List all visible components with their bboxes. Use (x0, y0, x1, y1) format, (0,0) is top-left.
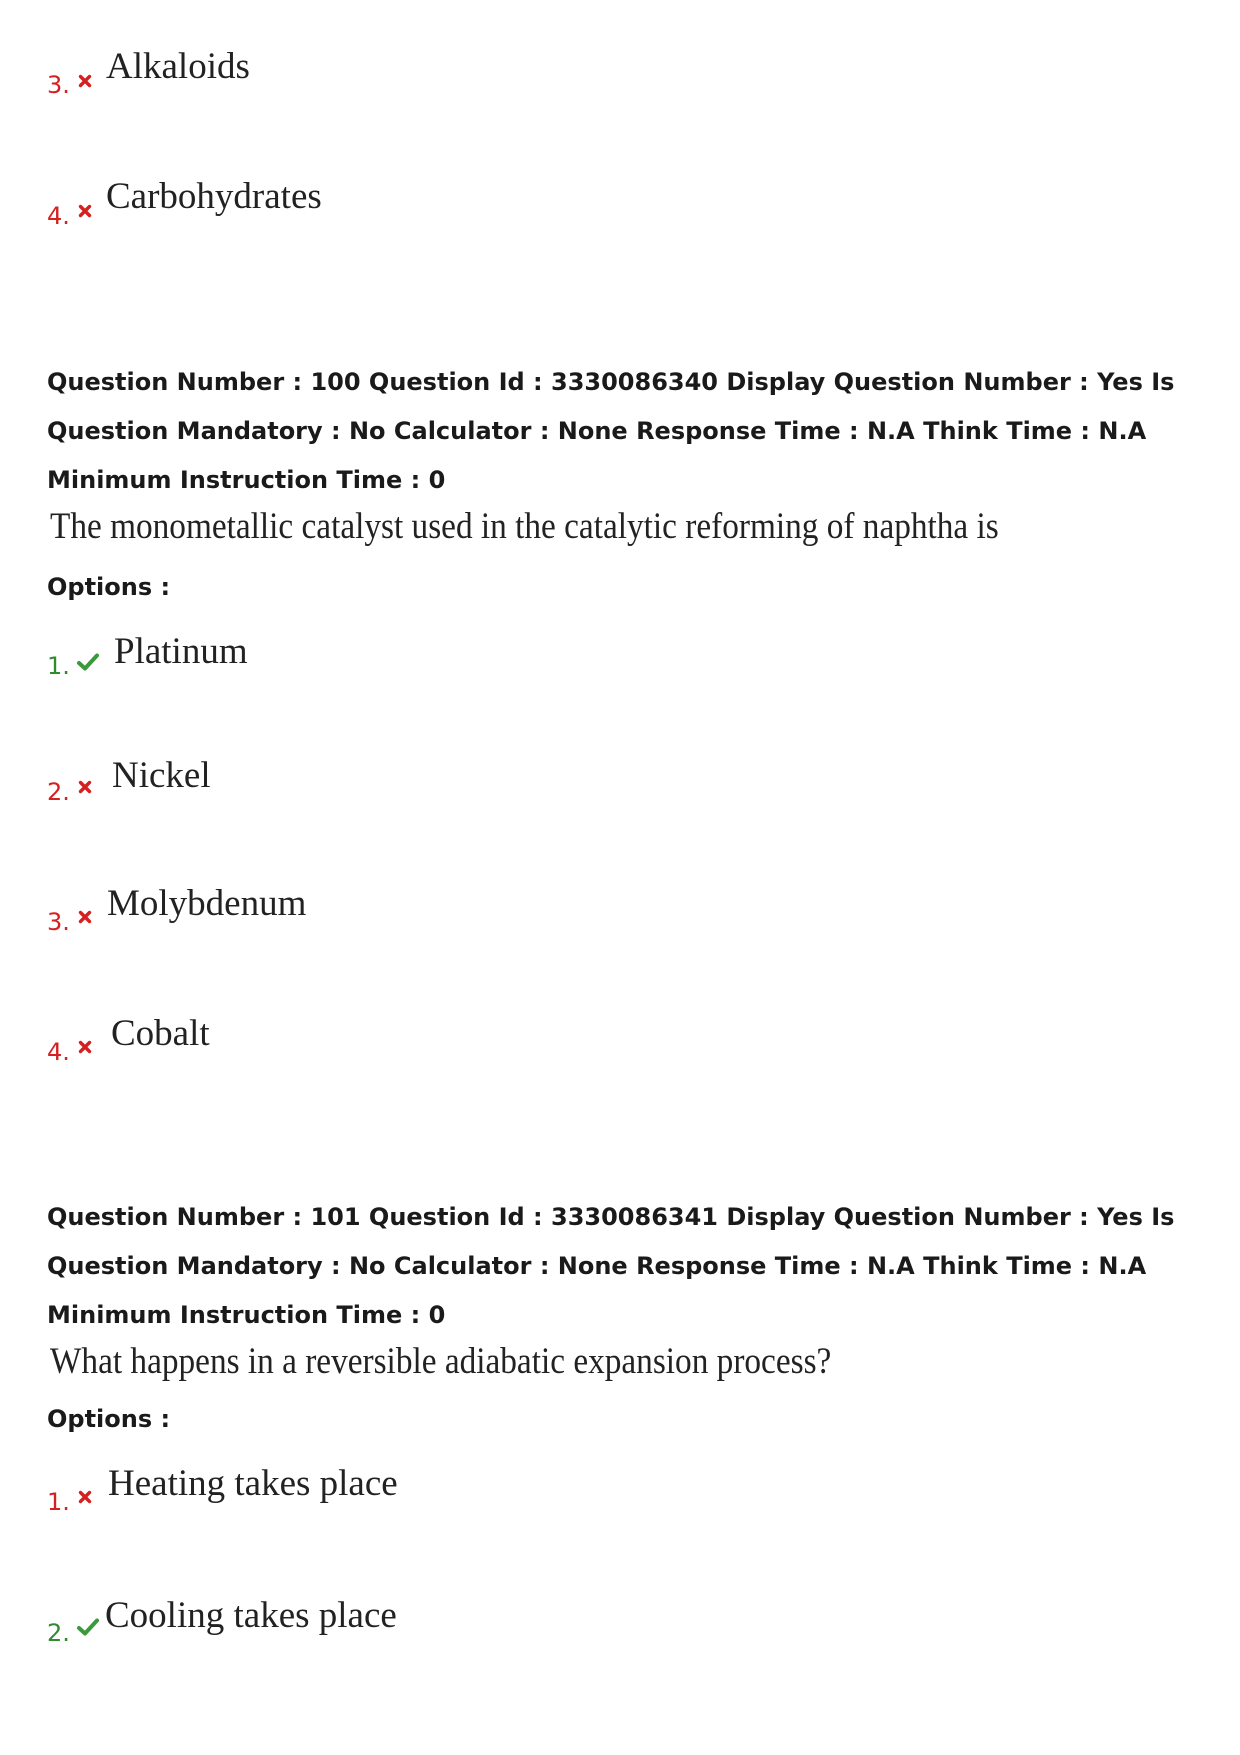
option-text: Heating takes place (108, 1463, 398, 1504)
option-text: Platinum (114, 631, 248, 672)
option-number: 3. (47, 908, 70, 936)
question-100-options-label: Options : (47, 573, 171, 601)
option-number: 1. (47, 652, 70, 680)
check-icon (76, 1617, 100, 1637)
option-text: Alkaloids (106, 46, 250, 87)
option-text: Cobalt (111, 1013, 210, 1054)
question-101-text: What happens in a reversible adiabatic expansion process? (50, 1341, 832, 1382)
question-100-meta: Question Number : 100 Question Id : 3330086340 Display Question Number : Yes Is Question Mandatory : No Calculator : None Response Time : N.A Think Time : N.A Minimum Instruction Time : 0 (47, 368, 1175, 494)
question-101-options-label: Options : (47, 1405, 171, 1433)
cross-icon (78, 74, 92, 88)
option-text: Cooling takes place (105, 1595, 397, 1636)
question-101-meta: Question Number : 101 Question Id : 3330086341 Display Question Number : Yes Is Question Mandatory : No Calculator : None Response Time : N.A Think Time : N.A Minimum Instruction Time : 0 (47, 1203, 1175, 1329)
option-number: 1. (47, 1488, 70, 1516)
question-100-text: The monometallic catalyst used in the catalytic reforming of naphtha is (50, 506, 999, 547)
cross-icon (78, 780, 92, 794)
option-number: 2. (47, 1619, 70, 1647)
cross-icon (78, 204, 92, 218)
cross-icon (78, 1490, 92, 1504)
cross-icon (78, 1040, 92, 1054)
option-text: Carbohydrates (106, 176, 322, 217)
option-number: 2. (47, 778, 70, 806)
option-text: Nickel (112, 755, 211, 796)
option-number: 4. (47, 1038, 70, 1066)
cross-icon (78, 910, 92, 924)
option-number: 3. (47, 71, 70, 99)
option-number: 4. (47, 202, 70, 230)
option-text: Molybdenum (107, 883, 307, 924)
check-icon (76, 652, 100, 672)
